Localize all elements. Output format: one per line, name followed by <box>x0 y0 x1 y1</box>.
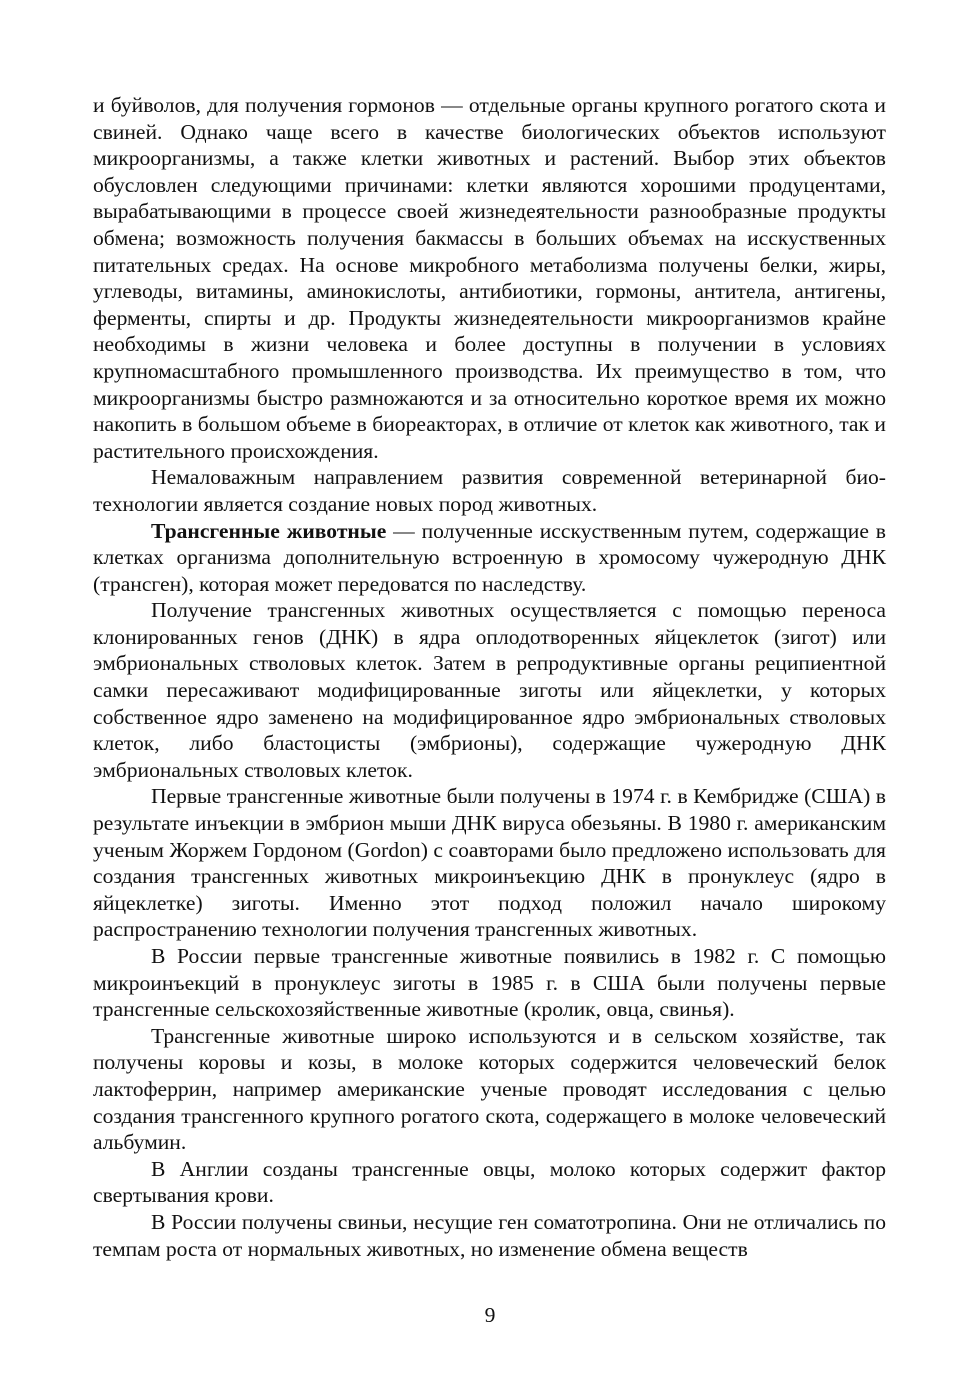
definition-text: — полученные исскуственным путем, содержащие в клетках организма дополнительную встроенную в хромосому чужеродную ДНК (трансген), которая может передоватся по наследству. <box>93 518 886 596</box>
paragraph-russia-first: В России первые трансгенные животные появились в 1982 г. С помощью микроинъекций в пронуклеус зиготы в 1985 г. в США были получены первые трансгенные сельскохозяйственные животные (кролик, овца, свинья). <box>93 944 886 1022</box>
definition-term: Трансгенные животные <box>151 518 387 543</box>
paragraph-definition <box>93 518 886 598</box>
page-number: 9 <box>484 1303 496 1327</box>
paragraph-breeds: Немаловажным направлением развития современной ветеринарной биотехнологии является создание новых пород животных. <box>93 465 886 516</box>
paragraph-continuation: и буйволов, для получения гормонов — отдельные органы крупного рогатого скота и свиней. Однако чаще всего в качестве биологических объектов используют микроорганизмы, а также клетки животных и растений. Выбор этих объектов обусловлен следующими причинами: клетки являются хорошими продуцентами, вырабатывающими в процессе своей жизнедеятельности разнообразные продукты обмена; возможность получения бакмассы в больших объемах на исскуственных питательных средах. На основе микробного метаболизма получены белки, жиры, углеводы, витамины, аминокислоты, антибиотики, гормоны, антитела, антигены, ферменты, спирты и др. Продукты жизнедеятельности микроорганизмов крайне необходимы в жизни человека и более доступны в получении в условиях крупномасштабного промышленного производства. Их преимущество в том, что микроорганизмы быстро размножаются и за относительно короткое время их можно накопить в большом объеме в биореакторах, в отличие от клеток как животного, так и растительного происхождения. <box>93 93 886 463</box>
paragraph-england: В Англии созданы трансгенные овцы, молоко которых содержит фактор свертывания крови. <box>93 1156 886 1208</box>
paragraph-russia-pigs: В России получены свиньи, несущие ген соматотропина. Они не отличались по темпам роста от нормальных животных, но изменение обмена веществ <box>93 1209 886 1261</box>
paragraph-agriculture: Трансгенные животные широко используются и в сельском хозяйстве, так получены коровы и козы, в молоке которых содержится человеческий белок лактоферрин, например американские ученые проводят исследования с целью создания трансгенного крупного рогатого скота, содержащего в молоке человеческий альбумин. <box>93 1023 886 1155</box>
page-body <box>93 92 886 1262</box>
paragraph-method: Получение трансгенных животных осуществляется с помощью переноса клонированных генов (ДНК) в ядра оплодотворенных яйцеклеток (зигот) или эмбриональных стволовых клеток. Затем в репродуктивные органы реципиентной самки пересаживают модифицированные зиготы или яйцеклетки, у которых собственное ядро заменено на модифицированное ядро эмбриональных стволовых клеток, либо бластоцисты (эмбрионы), содержащие чужеродную ДНК эмбриональных стволовых клеток. <box>93 598 886 782</box>
paragraph-history: Первые трансгенные животные были получены в 1974 г. в Кембридже (США) в результате инъекции в эмбрион мыши ДНК вируса обезьяны. В 1980 г. американским ученым Жоржем Гордоном (Gordon) с соавторами было предложено использовать для создания трансгенных животных микроинъекцию ДНК в пронуклеус (ядро в яйцеклетке) зиготы. Именно этот подход положил начало широкому распространению технологии получения трансгенных животных. <box>93 784 886 942</box>
